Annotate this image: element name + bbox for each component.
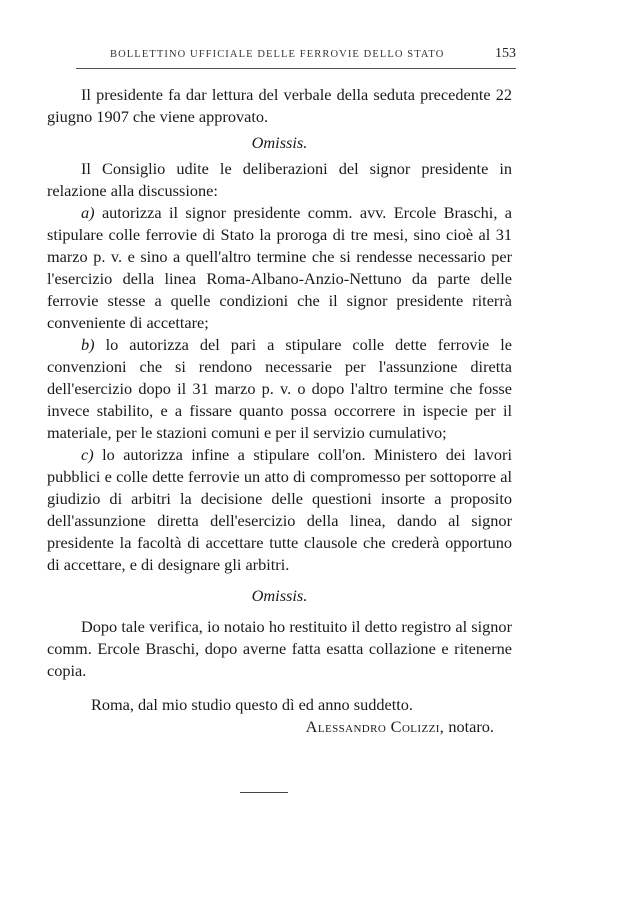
body-text xyxy=(47,84,512,738)
signature-role: notaro. xyxy=(448,717,494,736)
place-and-date: Roma, dal mio studio questo dì ed anno suddetto. xyxy=(91,695,413,714)
running-header xyxy=(76,46,516,66)
header-rule xyxy=(76,68,516,69)
item-a-marker: a) xyxy=(81,203,95,222)
item-a-text: autorizza il signor presidente comm. avv. Ercole Braschi, a stipulare colle ferrovie di Stato la proroga di tre mesi, sino cioè al 31 marzo p. v. e sino a quell'altro termine che si rendesse necessario per l'esercizio della linea Roma-Albano-Anzio-Nettuno da parte delle ferrovie stesse a quelle condizioni che il signor presidente riterrà conveniente di accettare; xyxy=(47,203,512,332)
notary-signature xyxy=(47,716,512,738)
item-b-marker: b) xyxy=(81,335,95,354)
running-title: BOLLETTINO UFFICIALE DELLE FERROVIE DELLO STATO xyxy=(110,49,445,60)
item-c-text: lo autorizza infine a stipulare coll'on. Ministero dei lavori pubblici e colle dette ferrovie un atto di compromesso per sottoporre al giudizio di arbitri la decisione delle questioni insorte a proposito dell'assunzione diretta dell'esercizio della linea, dando al signor presidente la facoltà di accettare tutte clausole che crederà opportuno di accettare, e di designare gli arbitri. xyxy=(47,445,512,574)
item-c-marker: c) xyxy=(81,445,94,464)
signature-name: Alessandro Colizzi, xyxy=(305,717,445,736)
deliberation-item-a xyxy=(47,202,512,334)
item-b-text: lo autorizza del pari a stipulare colle dette ferrovie le convenzioni che si rendono necessarie per l'assunzione diretta dell'esercizio dopo il 31 marzo p. v. o dopo l'altro termine che fosse invece stabilito, e a fissare quanto possa occorrere in ispecie per il materiale, per le stazioni comuni e per il servizio cumulativo; xyxy=(47,335,512,442)
paragraph-reading-of-minutes: Il presidente fa dar lettura del verbale della seduta precedente 22 giugno 1907 che viene approvato. xyxy=(47,85,512,126)
page-number: 153 xyxy=(495,46,516,61)
deliberation-item-c xyxy=(47,444,512,576)
omissis-marker-2: Omissis. xyxy=(251,586,308,605)
paragraph-council-deliberation: Il Consiglio udite le deliberazioni del signor presidente in relazione alla discussione: xyxy=(47,159,512,200)
deliberation-item-b xyxy=(47,334,512,444)
omissis-marker: Omissis. xyxy=(251,133,308,152)
closing-rule xyxy=(240,792,288,793)
paragraph-notary-verification: Dopo tale verifica, io notaio ho restituito il detto registro al signor comm. Ercole Braschi, dopo averne fatta esatta collazione e ritenerne copia. xyxy=(47,617,512,680)
